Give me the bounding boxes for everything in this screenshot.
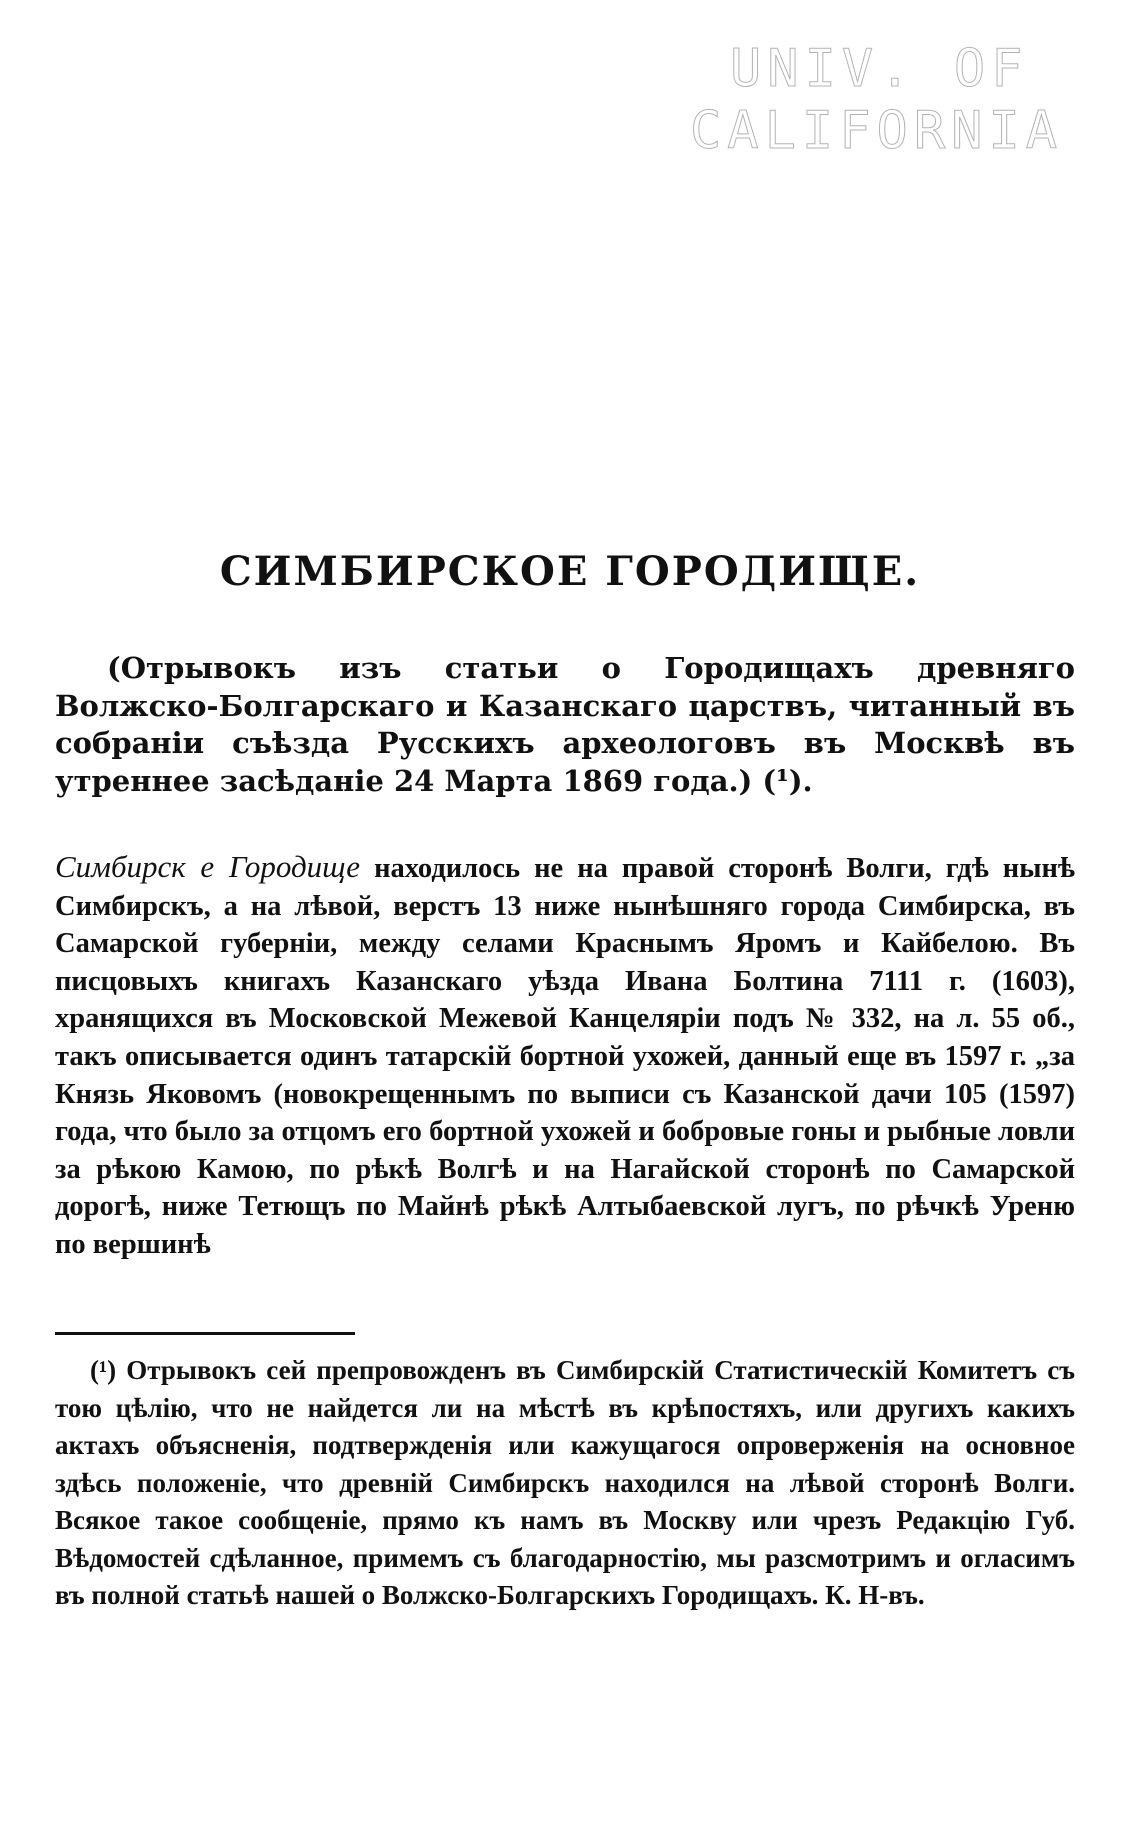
intro-paragraph: (Отрывокъ изъ статьи о Городищахъ древняго Волжско-Болгарскаго и Казанскаго царствъ, читанный въ собраніи съѣзда Русскихъ археологовъ въ Москвѣ въ утреннее засѣданіе 24 Марта 1869 года.) (¹).	[55, 651, 1075, 798]
stamp-line-2: CALIFORNIA	[690, 101, 1064, 161]
page-title: СИМБИРСКОЕ ГОРОДИЩЕ.	[219, 548, 921, 595]
footnote: (¹) Отрывокъ сей препровожденъ въ Симбирскій Статистическій Комитетъ съ тою цѣлію, что не найдется ли на мѣстѣ въ крѣпостяхъ, или другихъ какихъ актахъ объясненія, подтвержденія или кажущагося опроверженія на основное здѣсь положеніе, что древній Симбирскъ находился на лѣвой сторонѣ Волги. Всякое такое сообщеніе, прямо къ намъ въ Москву или чрезъ Редакцію Губ. Вѣдомостей сдѣланное, примемъ съ благодарностію, мы разсмотримъ и огласимъ въ полной статьѣ нашей о Волжско-Болгарскихъ Городищахъ. К. Н-въ.	[55, 1355, 1075, 1610]
body-paragraph	[55, 848, 1075, 1264]
stamp-line-1: UNIV. OF	[730, 39, 1029, 99]
body-lead: Симбирск е Городище	[55, 849, 361, 884]
library-stamp	[690, 38, 1070, 162]
footnote-divider	[55, 1332, 355, 1335]
body-text: находилось не на правой сторонѣ Волги, гдѣ нынѣ Симбирскъ, а на лѣвой, верстъ 13 ниже нынѣшняго города Симбирска, въ Самарской губерніи, между селами Краснымъ Яромъ и Кайбелою. Въ писцовыхъ книгахъ Казанскаго уѣзда Ивана Болтина 7111 г. (1603), хранящихся въ Московской Межевой Канцеляріи подъ № 332, на л. 55 об., такъ описывается одинъ татарскій бортной ухожей, данный еще въ 1597 г. „за Князь Яковомъ (новокрещеннымъ по выписи съ Казанской дачи 105 (1597) года, что было за отцомъ его бортной ухожей и бобровые гоны и рыбные ловли за рѣкою Камою, по рѣкѣ Волгѣ и на Нагайской сторонѣ по Самарской дорогѣ, ниже Тетющъ по Майнѣ рѣкѣ Алтыбаевской лугъ, по рѣчкѣ Уреню по вершинѣ	[55, 853, 1075, 1260]
